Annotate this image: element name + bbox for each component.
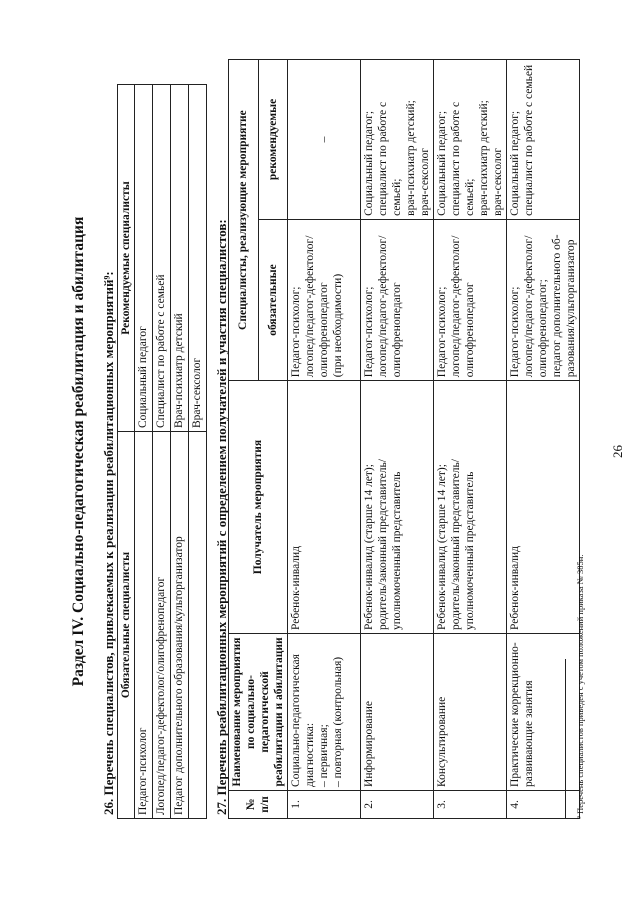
cell-line: Педагог-психолог; bbox=[509, 286, 521, 378]
measures-table bbox=[228, 59, 580, 819]
table-header-row bbox=[229, 60, 259, 819]
table-header-row bbox=[118, 85, 135, 819]
specialists-header: Специалисты, реализующие мероприятие bbox=[229, 60, 259, 381]
recommended-specialists-header: Рекомендуемые специалисты bbox=[118, 85, 135, 432]
cell-line: Педагог-психолог; bbox=[436, 286, 448, 378]
cell-line: родитель/законный представитель/ bbox=[377, 459, 389, 630]
num-header: № п/п bbox=[229, 790, 288, 818]
recipient-cell bbox=[361, 381, 434, 634]
page-number: 26 bbox=[610, 445, 625, 458]
table-row bbox=[361, 60, 434, 819]
specialists-table bbox=[117, 84, 207, 819]
item26-heading: 26. Перечень специалистов, привлекаемых к реализации реабилитационных мероприятий⁹: bbox=[101, 271, 116, 815]
cell-line: Консультирование bbox=[436, 696, 448, 787]
measure-name-cell bbox=[361, 633, 434, 790]
cell-line: олигофренопедагог bbox=[464, 282, 476, 378]
cell-line: Социально-педагогическая bbox=[290, 654, 302, 787]
table-row bbox=[153, 85, 171, 819]
row-number: 4. bbox=[507, 790, 580, 818]
cell-line: специалист по работе с семьей; bbox=[377, 101, 403, 216]
cell-line: врач-психиатр детский; bbox=[478, 100, 490, 216]
cell-line: врач-психиатр детский; bbox=[405, 100, 417, 216]
recipient-cell bbox=[288, 381, 361, 634]
measure-name-cell bbox=[507, 633, 580, 790]
table-row bbox=[288, 60, 361, 819]
recommended-cell bbox=[507, 60, 580, 220]
mandatory-cell bbox=[434, 219, 507, 380]
table-cell: Специалист по работе с семьей bbox=[153, 85, 171, 432]
recommended-cell bbox=[361, 60, 434, 220]
table-cell: Врач-психиатр детский bbox=[171, 85, 189, 432]
cell-line: (при необходимости) bbox=[332, 273, 344, 378]
row-number: 2. bbox=[361, 790, 434, 818]
cell-line: Педагог-психолог; bbox=[363, 286, 375, 378]
cell-line: Практические коррекционно- bbox=[509, 642, 521, 787]
cell-line: логопед/педагог-дефектолог/ bbox=[377, 235, 389, 378]
row-number: 1. bbox=[288, 790, 361, 818]
cell-line: Социальный педагог; bbox=[363, 110, 375, 216]
cell-line: логопед/педагог-дефектолог/ bbox=[523, 235, 535, 378]
measure-name-cell bbox=[288, 633, 361, 790]
table-cell: Педагог-психолог bbox=[135, 432, 153, 819]
cell-line: уполномоченный представитель bbox=[391, 471, 403, 630]
footnote-divider bbox=[565, 659, 566, 819]
table-row bbox=[171, 85, 189, 819]
cell-line: Социальный педагог; bbox=[509, 110, 521, 216]
cell-line: логопед/педагог-дефектолог/ bbox=[450, 235, 462, 378]
table-cell: Врач-сексолог bbox=[189, 85, 207, 432]
cell-line: Ребенок-инвалид bbox=[509, 545, 521, 630]
cell-line: Ребенок-инвалид (старше 14 лет); bbox=[436, 464, 448, 630]
mandatory-cell bbox=[288, 219, 361, 380]
cell-line: Педагог-психолог; bbox=[290, 286, 302, 378]
recipient-cell bbox=[507, 381, 580, 634]
recipient-cell bbox=[434, 381, 507, 634]
table-row bbox=[135, 85, 153, 819]
recommended-cell bbox=[288, 60, 361, 220]
cell-line: Ребенок-инвалид bbox=[290, 545, 302, 630]
measure-name-cell bbox=[434, 633, 507, 790]
recommended-cell bbox=[434, 60, 507, 220]
recipient-header: Получатель мероприятия bbox=[229, 381, 288, 634]
cell-line: олигофренопедагог bbox=[318, 282, 330, 378]
cell-line: врач-сексолог bbox=[419, 147, 431, 216]
cell-line: диагностика: bbox=[304, 722, 316, 787]
cell-line: Социальный педагог; bbox=[436, 110, 448, 216]
table-row bbox=[507, 60, 580, 819]
cell-line: специалист по работе с семьей bbox=[523, 64, 535, 216]
cell-line: родитель/законный представитель/ bbox=[450, 459, 462, 630]
cell-line: уполномоченный представитель bbox=[464, 471, 476, 630]
cell-line: педагог дополнительного об- bbox=[551, 234, 563, 378]
table-cell: Логопед/педагог-дефектолог/олигофренопедагог bbox=[153, 432, 171, 819]
cell-line: – первичная; bbox=[318, 724, 330, 787]
footnote: ⁹ Перечень специалистов приведен с учетом положений приказа № 385н. bbox=[575, 554, 585, 819]
cell-line: развивающие занятия bbox=[523, 680, 535, 787]
cell-line: Ребенок-инвалид (старше 14 лет); bbox=[363, 464, 375, 630]
measure-name-header: Наименование мероприятия по социально-педагогической реабилитации и абилитации bbox=[229, 633, 288, 790]
mandatory-header: обязательные bbox=[258, 219, 288, 380]
cell-line: – bbox=[318, 136, 330, 143]
mandatory-cell bbox=[361, 219, 434, 380]
cell-line: разования/культорганизатор bbox=[565, 239, 577, 378]
cell-line: – повторная (контрольная) bbox=[332, 656, 344, 787]
recommended-header: рекомендуемые bbox=[258, 60, 288, 220]
section-title: Раздел IV. Социально-педагогическая реабилитация и абилитация bbox=[70, 216, 87, 687]
table-row bbox=[189, 85, 207, 819]
cell-line: олигофренопедагог bbox=[391, 282, 403, 378]
cell-line: специалист по работе с семьей; bbox=[450, 101, 476, 216]
mandatory-cell bbox=[507, 219, 580, 380]
table-cell bbox=[189, 432, 207, 819]
mandatory-specialists-header: Обязательные специалисты bbox=[118, 432, 135, 819]
item27-heading: 27. Перечень реабилитационных мероприятий с определением получателей и участия специалистов: bbox=[214, 219, 229, 815]
cell-line: олигофренопедагог; bbox=[537, 279, 549, 378]
cell-line: Информирование bbox=[363, 701, 375, 787]
table-cell: Педагог дополнительного образования/культорганизатор bbox=[171, 432, 189, 819]
cell-line: логопед/педагог-дефектолог/ bbox=[304, 235, 316, 378]
cell-line: врач-сексолог bbox=[492, 147, 504, 216]
row-number: 3. bbox=[434, 790, 507, 818]
table-row bbox=[434, 60, 507, 819]
table-cell: Социальный педагог bbox=[135, 85, 153, 432]
